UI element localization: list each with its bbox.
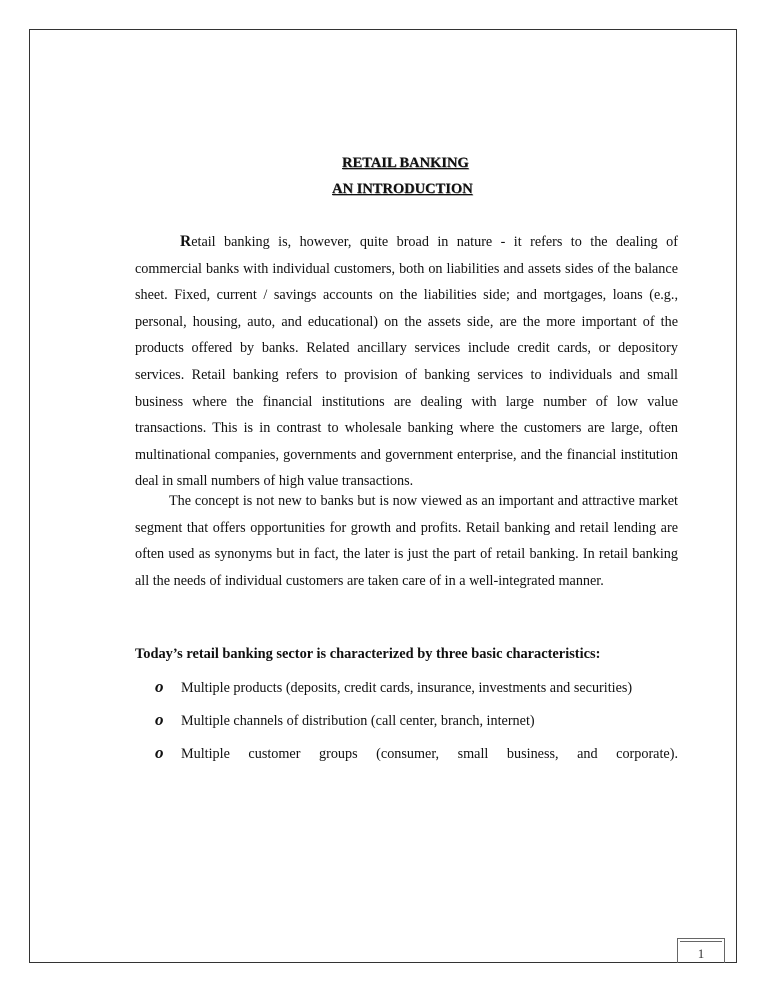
drop-letter: R [180, 233, 192, 250]
intro-paragraph [135, 229, 678, 495]
list-item-text: Multiple customer groups (consumer, small business, and corporate). [181, 746, 678, 762]
characteristics-list [155, 677, 678, 776]
title-line-2: AN INTRODUCTION [332, 181, 473, 197]
list-item-text: Multiple products (deposits, credit cards, insurance, investments and securities) [181, 680, 633, 696]
page-number: 1 [697, 946, 705, 961]
list-item [155, 710, 678, 743]
characteristics-heading: Today’s retail banking sector is characterized by three basic characteristics: [135, 646, 601, 662]
bullet-icon: o [155, 743, 164, 762]
concept-paragraph [135, 488, 678, 594]
title-line-1: RETAIL BANKING [342, 155, 469, 171]
list-item [155, 677, 678, 710]
bullet-icon: o [155, 710, 164, 729]
page-number-box [677, 938, 725, 963]
list-item [155, 743, 678, 776]
bullet-icon: o [155, 677, 164, 696]
list-item-text: Multiple channels of distribution (call center, branch, internet) [181, 713, 535, 729]
concept-paragraph-text: The concept is not new to banks but is now viewed as an important and attractive market segment that offers opportunities for growth and profits. Retail banking and retail lending are often used as synonyms but in fact, the later is just the part of retail banking. In retail banking all the needs of individual customers are taken care of in a well-integrated manner. [135, 493, 678, 589]
intro-paragraph-text: etail banking is, however, quite broad in nature - it refers to the dealing of commercial banks with individual customers, both on liabilities and assets sides of the balance sheet. Fixed, current / savings accounts on the liabilities side; and mortgages, loans (e.g., personal, housing, auto, and educational) on the assets side, are the more important of the products offered by banks. Related ancillary services include credit cards, or depository services. Retail banking refers to provision of banking services to individuals and small business where the financial institutions are dealing with large number of low value transactions. This is in contrast to wholesale banking where the customers are large, often multinational companies, governments and government enterprise, and the financial institution deal in small numbers of high value transactions. [135, 234, 678, 490]
